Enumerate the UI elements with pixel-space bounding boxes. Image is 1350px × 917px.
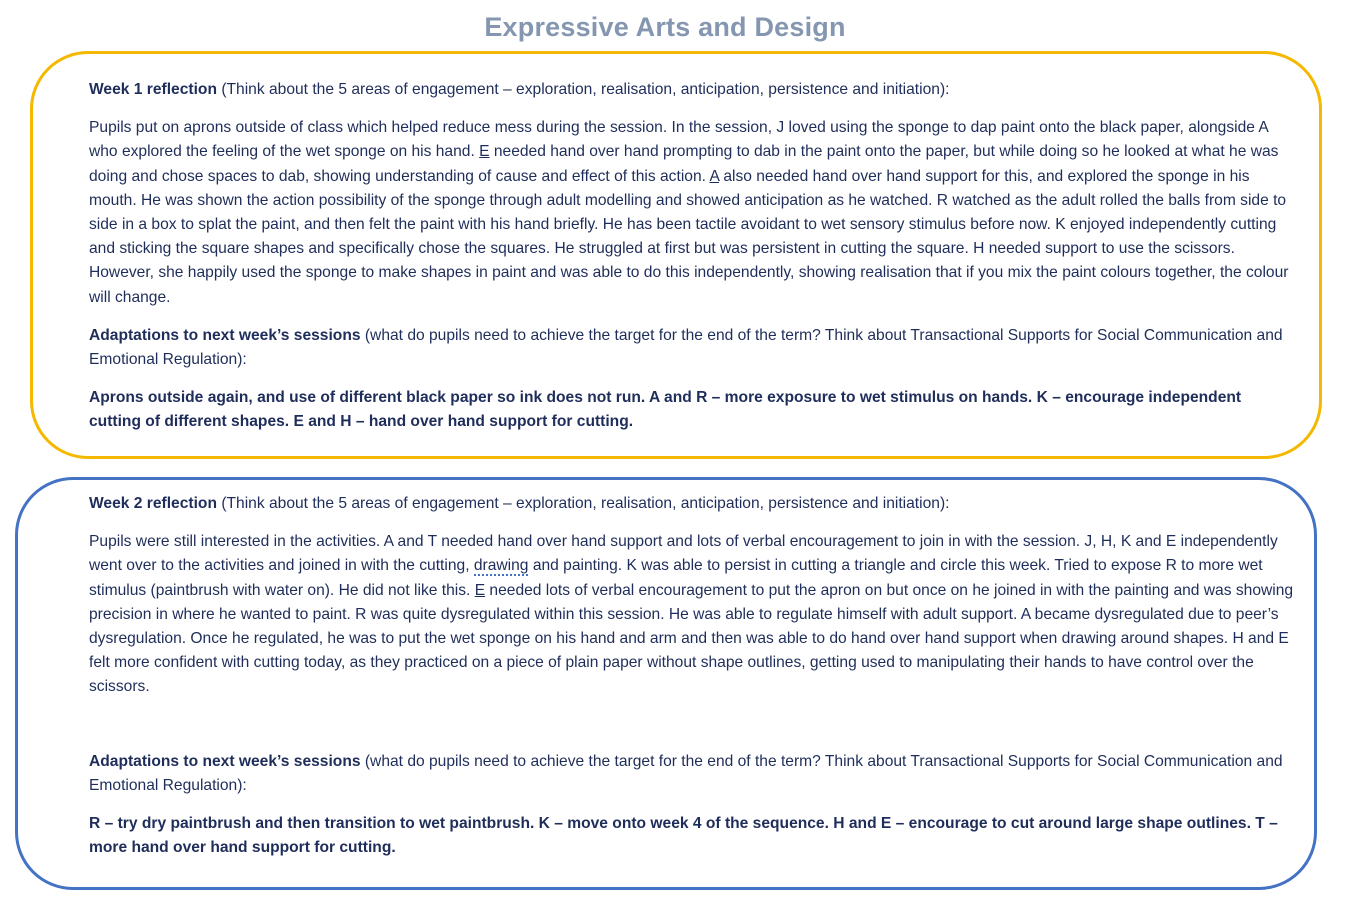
week2-underlined-e: E bbox=[474, 581, 486, 599]
week1-underlined-e: E bbox=[479, 143, 490, 161]
week2-heading-prompt: (Think about the 5 areas of engagement – exploration, realisation, anticipation, persistence and initiation): bbox=[216, 495, 950, 512]
page-title: Expressive Arts and Design bbox=[484, 12, 846, 42]
week1-adaptations-heading: Adaptations to next week’s sessions (what do pupils need to achieve the target for the end of the term? Think about Transactional Supports for Social Communication and Emotional Regulation): bbox=[89, 326, 1283, 369]
week1-adaptations-answer: Aprons outside again, and use of different black paper so ink does not run. A and R – more exposure to wet stimulus on hands. K – encourage independent cutting of different shapes. E and H – hand over hand support for cutting. bbox=[89, 389, 1242, 431]
week2-heading-bold: Week 2 reflection bbox=[89, 495, 217, 512]
week2-adaptations-answer: R – try dry paintbrush and then transition to wet paintbrush. K – move onto week 4 of the sequence. H and E – encourage to cut around large shape outlines. T – more hand over hand support for cutting. bbox=[89, 815, 1278, 857]
week2-dotted-drawing: drawing bbox=[473, 557, 529, 575]
week2-adaptations-heading: Adaptations to next week’s sessions (what do pupils need to achieve the target for the end of the term? Think about Transactional Supports for Social Communication and Emotional Regulation): bbox=[89, 752, 1283, 794]
week2-heading bbox=[89, 492, 1294, 516]
week1-heading-prompt: (Think about the 5 areas of engagement – exploration, realisation, anticipation, persistence and initiation): bbox=[216, 81, 950, 98]
week2-content bbox=[89, 492, 1294, 860]
week1-content bbox=[89, 78, 1294, 435]
week1-reflection-body: Pupils put on aprons outside of class which helped reduce mess during the session. In the session, J loved using the sponge to dap paint onto the black paper, alongside A who explored the feeling of the wet sponge on his hand. E needed hand over hand prompting to dab in the paint onto the paper, but while doing so he looked at what he was doing and chose spaces to dab, showing understanding of cause and effect of this action. A also needed hand over hand support for this, and explored the sponge in his mouth. He was shown the action possibility of the sponge through adult modelling and showed anticipation as he watched. R watched as the adult rolled the balls from side to side in a box to splat the paint, and then felt the paint with his hand briefly. He has been tactile avoidant to wet sensory stimulus before now. K enjoyed independently cutting and sticking the square shapes and specifically chose the squares. He struggled at first but was persistent in cutting the square. H needed support to use the scissors. However, she happily used the sponge to make shapes in paint and was able to do this independently, showing realisation that if you mix the paint colours together, the colour will change. bbox=[89, 119, 1289, 306]
week1-heading bbox=[89, 78, 1294, 102]
week1-underlined-a: A bbox=[709, 167, 719, 185]
week2-reflection-body: Pupils were still interested in the activities. A and T needed hand over hand support and lots of verbal encouragement to join in with the session. J, H, K and E independently went over to the activities and joined in with the cutting, drawing and painting. K was able to persist in cutting a triangle and circle this week. Tried to expose R to more wet stimulus (paintbrush with water on). He did not like this. E needed lots of verbal encouragement to put the apron on but once on he joined in with the painting and was showing precision in where he wanted to paint. R was quite dysregulated within this session. He was able to regulate himself with adult support. A became dysregulated due to peer’s dysregulation. Once he regulated, he was to put the wet sponge on his hand and arm and then was able to do hand over hand support when drawing around shapes. H and E felt more confident with cutting today, as they practiced on a piece of plain paper without shape outlines, getting used to manipulating their hands to have control over the scissors. bbox=[89, 533, 1294, 696]
week1-heading-bold: Week 1 reflection bbox=[89, 81, 217, 98]
